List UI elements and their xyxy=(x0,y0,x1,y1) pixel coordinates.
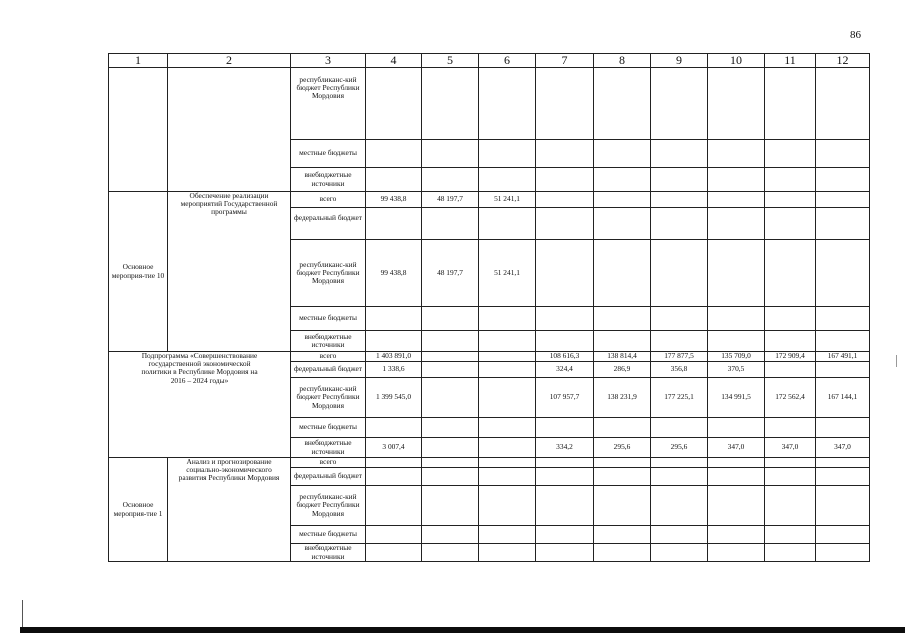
subprogram-cell: Подпрограмма «Совершенствование государственной экономической политики в Республике Мордовия на 2016 – 2024 годы» xyxy=(109,352,291,458)
value-cell: 138 231,9 xyxy=(594,378,651,418)
activity-cell: Основное мероприя-тие 1 xyxy=(109,458,168,562)
value-cell: 1 403 891,0 xyxy=(366,352,422,362)
value-cell xyxy=(536,68,594,140)
value-cell xyxy=(422,352,479,362)
value-cell xyxy=(816,240,870,307)
value-cell xyxy=(594,68,651,140)
value-cell xyxy=(536,526,594,544)
value-cell xyxy=(479,378,536,418)
value-cell xyxy=(651,468,708,486)
value-cell xyxy=(422,168,479,192)
value-cell xyxy=(422,486,479,526)
value-cell xyxy=(651,208,708,240)
value-cell xyxy=(708,544,765,562)
source-label: местные бюджеты xyxy=(291,418,366,438)
value-cell xyxy=(708,140,765,168)
value-cell xyxy=(422,526,479,544)
value-cell xyxy=(765,458,816,468)
budget-table xyxy=(108,53,870,562)
value-cell xyxy=(366,168,422,192)
value-cell xyxy=(422,208,479,240)
value-cell xyxy=(651,526,708,544)
value-cell xyxy=(422,378,479,418)
scan-margin-mark-right xyxy=(896,355,897,367)
value-cell xyxy=(479,352,536,362)
source-label: республиканс-кий бюджет Республики Мордовия xyxy=(291,378,366,418)
value-cell xyxy=(816,526,870,544)
value-cell xyxy=(651,192,708,208)
value-cell xyxy=(651,240,708,307)
value-cell xyxy=(536,468,594,486)
value-cell xyxy=(765,240,816,307)
value-cell: 51 241,1 xyxy=(479,192,536,208)
value-cell xyxy=(816,362,870,378)
value-cell: 167 491,1 xyxy=(816,352,870,362)
header-row xyxy=(109,54,870,68)
col-header: 3 xyxy=(291,54,366,68)
table-row xyxy=(109,352,870,362)
value-cell xyxy=(816,68,870,140)
value-cell xyxy=(536,208,594,240)
table-row xyxy=(109,192,870,208)
value-cell xyxy=(366,307,422,331)
source-label: республиканс-кий бюджет Республики Мордовия xyxy=(291,486,366,526)
value-cell xyxy=(765,418,816,438)
value-cell xyxy=(708,168,765,192)
value-cell xyxy=(816,544,870,562)
source-label: внебюджетные источники xyxy=(291,331,366,352)
value-cell xyxy=(816,458,870,468)
source-label: всего xyxy=(291,192,366,208)
value-cell xyxy=(816,168,870,192)
value-cell xyxy=(366,140,422,168)
value-cell xyxy=(366,526,422,544)
value-cell xyxy=(765,208,816,240)
source-label: федеральный бюджет xyxy=(291,362,366,378)
value-cell xyxy=(366,544,422,562)
value-cell xyxy=(594,208,651,240)
col-header: 4 xyxy=(366,54,422,68)
value-cell xyxy=(765,192,816,208)
value-cell xyxy=(765,486,816,526)
value-cell xyxy=(651,458,708,468)
source-label: местные бюджеты xyxy=(291,307,366,331)
scan-margin-mark xyxy=(22,600,23,630)
value-cell: 135 709,0 xyxy=(708,352,765,362)
value-cell xyxy=(536,331,594,352)
value-cell xyxy=(765,468,816,486)
value-cell xyxy=(422,307,479,331)
value-cell xyxy=(816,140,870,168)
value-cell xyxy=(594,307,651,331)
value-cell: 286,9 xyxy=(594,362,651,378)
value-cell xyxy=(708,68,765,140)
value-cell xyxy=(479,544,536,562)
name-cell: Анализ и прогнозирование социально-экономического развития Республики Мордовия xyxy=(168,458,291,562)
value-cell: 172 562,4 xyxy=(765,378,816,418)
value-cell: 99 438,8 xyxy=(366,240,422,307)
value-cell xyxy=(479,307,536,331)
value-cell xyxy=(816,418,870,438)
value-cell xyxy=(422,140,479,168)
value-cell xyxy=(765,526,816,544)
value-cell xyxy=(708,526,765,544)
value-cell xyxy=(816,468,870,486)
value-cell xyxy=(366,468,422,486)
value-cell: 177 225,1 xyxy=(651,378,708,418)
value-cell: 172 909,4 xyxy=(765,352,816,362)
value-cell xyxy=(765,544,816,562)
value-cell: 334,2 xyxy=(536,438,594,458)
value-cell xyxy=(651,544,708,562)
value-cell xyxy=(594,331,651,352)
value-cell xyxy=(708,240,765,307)
value-cell xyxy=(651,307,708,331)
value-cell xyxy=(479,526,536,544)
col-header: 11 xyxy=(765,54,816,68)
value-cell xyxy=(765,168,816,192)
value-cell: 347,0 xyxy=(708,438,765,458)
value-cell: 1 399 545,0 xyxy=(366,378,422,418)
value-cell xyxy=(651,418,708,438)
value-cell xyxy=(479,140,536,168)
value-cell xyxy=(765,362,816,378)
value-cell xyxy=(536,140,594,168)
value-cell xyxy=(422,458,479,468)
source-label: местные бюджеты xyxy=(291,526,366,544)
value-cell: 138 814,4 xyxy=(594,352,651,362)
value-cell xyxy=(422,331,479,352)
value-cell xyxy=(594,168,651,192)
value-cell xyxy=(765,307,816,331)
value-cell xyxy=(594,418,651,438)
value-cell xyxy=(479,468,536,486)
value-cell xyxy=(765,140,816,168)
value-cell xyxy=(479,331,536,352)
value-cell: 295,6 xyxy=(651,438,708,458)
value-cell xyxy=(479,486,536,526)
value-cell xyxy=(594,140,651,168)
value-cell xyxy=(479,68,536,140)
value-cell xyxy=(594,486,651,526)
col-header: 10 xyxy=(708,54,765,68)
value-cell xyxy=(816,208,870,240)
source-label: внебюджетные источники xyxy=(291,168,366,192)
value-cell xyxy=(594,526,651,544)
value-cell xyxy=(594,468,651,486)
value-cell xyxy=(536,240,594,307)
value-cell xyxy=(651,331,708,352)
value-cell xyxy=(765,68,816,140)
value-cell xyxy=(536,418,594,438)
col-header: 6 xyxy=(479,54,536,68)
value-cell xyxy=(479,418,536,438)
value-cell xyxy=(651,140,708,168)
value-cell xyxy=(479,208,536,240)
value-cell xyxy=(816,307,870,331)
source-label: республиканс-кий бюджет Республики Мордовия xyxy=(291,240,366,307)
value-cell xyxy=(708,486,765,526)
value-cell: 177 877,5 xyxy=(651,352,708,362)
value-cell xyxy=(594,544,651,562)
value-cell: 356,8 xyxy=(651,362,708,378)
value-cell xyxy=(651,486,708,526)
value-cell: 167 144,1 xyxy=(816,378,870,418)
col-header: 7 xyxy=(536,54,594,68)
value-cell xyxy=(708,331,765,352)
source-label: всего xyxy=(291,352,366,362)
value-cell xyxy=(366,458,422,468)
page-number: 86 xyxy=(850,29,861,41)
table-row xyxy=(109,458,870,468)
value-cell: 295,6 xyxy=(594,438,651,458)
value-cell xyxy=(479,168,536,192)
value-cell xyxy=(479,362,536,378)
source-label: федеральный бюджет xyxy=(291,468,366,486)
value-cell xyxy=(594,192,651,208)
value-cell: 370,5 xyxy=(708,362,765,378)
value-cell xyxy=(422,362,479,378)
source-label: внебюджетные источники xyxy=(291,438,366,458)
value-cell xyxy=(708,192,765,208)
value-cell: 3 007,4 xyxy=(366,438,422,458)
source-label: местные бюджеты xyxy=(291,140,366,168)
value-cell xyxy=(422,468,479,486)
value-cell: 51 241,1 xyxy=(479,240,536,307)
value-cell xyxy=(708,307,765,331)
source-label: федеральный бюджет xyxy=(291,208,366,240)
value-cell xyxy=(708,468,765,486)
col-header: 1 xyxy=(109,54,168,68)
value-cell xyxy=(594,240,651,307)
value-cell xyxy=(422,544,479,562)
value-cell xyxy=(366,68,422,140)
value-cell: 48 197,7 xyxy=(422,192,479,208)
value-cell xyxy=(422,438,479,458)
source-label: республиканс-кий бюджет Республики Мордовия xyxy=(291,68,366,140)
source-label: внебюджетные источники xyxy=(291,544,366,562)
value-cell: 48 197,7 xyxy=(422,240,479,307)
value-cell xyxy=(765,331,816,352)
value-cell xyxy=(536,307,594,331)
value-cell xyxy=(422,68,479,140)
value-cell: 134 991,5 xyxy=(708,378,765,418)
activity-cell: Основное мероприя-тие 10 xyxy=(109,192,168,352)
value-cell: 1 338,6 xyxy=(366,362,422,378)
value-cell xyxy=(479,438,536,458)
value-cell: 107 957,7 xyxy=(536,378,594,418)
value-cell xyxy=(479,458,536,468)
activity-cell xyxy=(109,68,168,192)
scan-bottom-border xyxy=(20,627,905,633)
value-cell xyxy=(366,208,422,240)
source-label: всего xyxy=(291,458,366,468)
col-header: 12 xyxy=(816,54,870,68)
col-header: 2 xyxy=(168,54,291,68)
value-cell xyxy=(366,331,422,352)
value-cell xyxy=(366,486,422,526)
col-header: 5 xyxy=(422,54,479,68)
value-cell xyxy=(594,458,651,468)
table-row xyxy=(109,68,870,140)
value-cell xyxy=(536,486,594,526)
value-cell: 324,4 xyxy=(536,362,594,378)
value-cell: 99 438,8 xyxy=(366,192,422,208)
value-cell xyxy=(816,486,870,526)
value-cell xyxy=(422,418,479,438)
value-cell xyxy=(708,458,765,468)
value-cell xyxy=(708,208,765,240)
col-header: 8 xyxy=(594,54,651,68)
value-cell xyxy=(651,168,708,192)
value-cell xyxy=(708,418,765,438)
name-cell: Обеспечение реализации мероприятий Государственной программы xyxy=(168,192,291,352)
value-cell xyxy=(536,192,594,208)
value-cell: 347,0 xyxy=(816,438,870,458)
col-header: 9 xyxy=(651,54,708,68)
value-cell: 108 616,3 xyxy=(536,352,594,362)
name-cell xyxy=(168,68,291,192)
value-cell xyxy=(536,458,594,468)
value-cell xyxy=(816,331,870,352)
value-cell xyxy=(816,192,870,208)
value-cell xyxy=(366,418,422,438)
value-cell xyxy=(651,68,708,140)
value-cell xyxy=(536,544,594,562)
value-cell: 347,0 xyxy=(765,438,816,458)
value-cell xyxy=(536,168,594,192)
